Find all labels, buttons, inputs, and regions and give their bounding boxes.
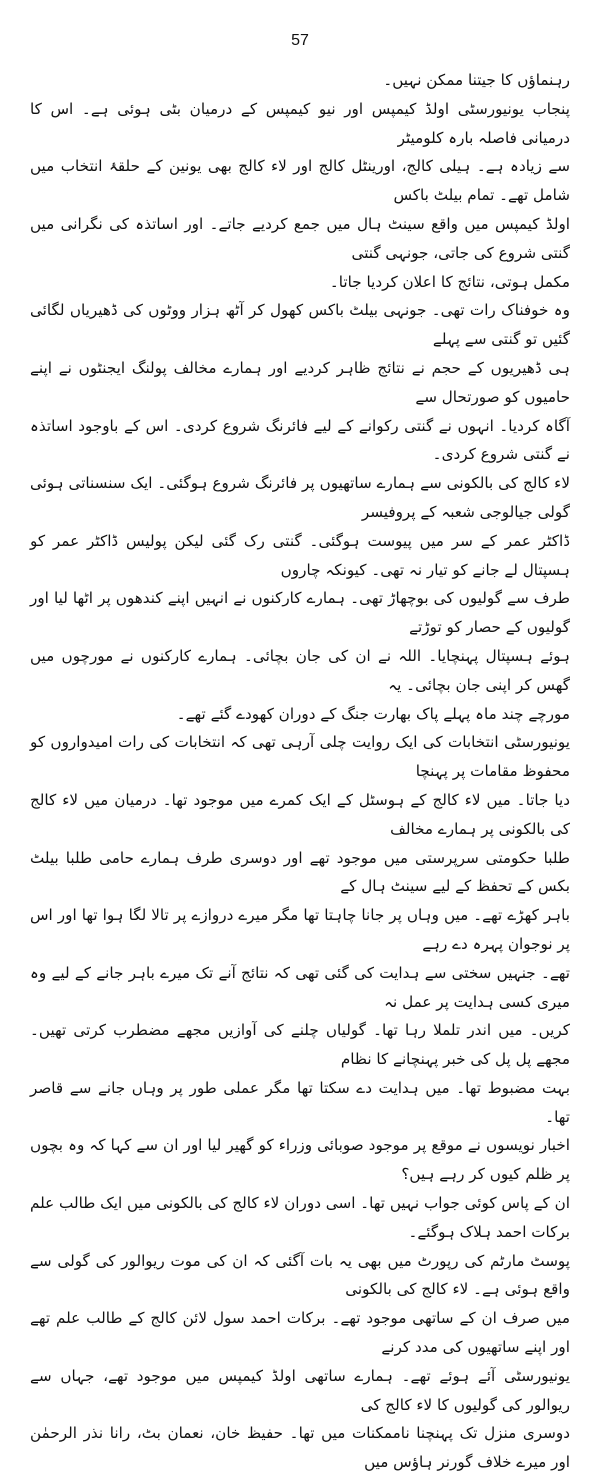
text-line: کریں۔ میں اندر تلملا رہا تھا۔ گولیاں چلنے کی آوازیں مجھے مضطرب کرتی تھیں۔ مجھے پل پل کی خبر پہنچانے کا نظام xyxy=(30,1021,570,1069)
text-line: مورچے چند ماہ پہلے پاک بھارت جنگ کے دوران کھودے گئے تھے۔ xyxy=(176,704,570,723)
text-line: سے زیادہ ہے۔ ہیلی کالج، اورینٹل کالج اور لاء کالج بھی یونین کے حلقۂ انتخاب میں شامل تھے۔ تمام بیلٹ باکس xyxy=(30,157,570,205)
text-line: ہی ڈھیریوں کے حجم نے نتائج ظاہر کردیے اور ہمارے مخالف پولنگ ایجنٹوں نے اپنے حامیوں کو صورتحال سے xyxy=(30,358,570,406)
text-line: بہت مضبوط تھا۔ میں ہدایت دے سکتا تھا مگر عملی طور پر وہاں جانے سے قاصر تھا۔ xyxy=(30,1078,570,1126)
text-line: اخبار نویسوں نے موقع پر موجود صوبائی وزراء کو گھیر لیا اور ان سے کہا کہ وہ بچوں پر ظلم کیوں کر رہے ہیں؟ xyxy=(30,1136,570,1184)
text-line: رہنماؤں کا جیتنا ممکن نہیں۔ xyxy=(383,71,570,89)
text-line: پوسٹ مارٹم کی رپورٹ میں بھی یہ بات آگئی کہ ان کی موت ریوالور کی گولی سے واقع ہوئی ہے۔ لاء کالج کی بالکونی xyxy=(30,1251,570,1299)
text-line: طرف سے گولیوں کی بوچھاڑ تھی۔ ہمارے کارکنوں نے انہیں اپنے کندھوں پر اٹھا لیا اور گولیوں کے حصار کو توڑتے xyxy=(30,589,570,637)
text-line: ڈاکٹر عمر کے سر میں پیوست ہوگئی۔ گنتی رک گئی لیکن پولیس ڈاکٹر عمر کو ہسپتال لے جانے کو تیار نہ تھی۔ کیونکہ چاروں xyxy=(30,531,570,579)
paragraph-1 xyxy=(30,66,570,95)
text-line: اولڈ کیمپس میں واقع سینٹ ہال میں جمع کردیے جاتے۔ اور اساتذہ کی نگرانی میں گنتی شروع کی جاتی، جونہی گنتی xyxy=(30,214,570,262)
text-line: یونیورسٹی آئے ہوئے تھے۔ ہمارے ساتھی اولڈ کیمپس میں موجود تھے، جہاں سے ریوالور کی گولیوں کا لاء کالج کی xyxy=(30,1366,570,1414)
text-line: وہ خوفناک رات تھی۔ جونہی بیلٹ باکس کھول کر آٹھ ہزار ووٹوں کی ڈھیریاں لگائی گئیں تو گنتی سے پہلے xyxy=(30,301,570,349)
text-line: میں صرف ان کے ساتھی موجود تھے۔ برکات احمد سول لائن کالج کے طالب علم تھے اور اپنے ساتھیوں کی مدد کرنے xyxy=(30,1309,570,1357)
text-line: طلبا حکومتی سرپرستی میں موجود تھے اور دوسری طرف ہمارے حامی طلبا بیلٹ بکس کے تحفظ کے لیے سینٹ ہال کے xyxy=(30,848,570,896)
text-line: ان کے پاس کوئی جواب نہیں تھا۔ اسی دوران لاء کالج کی بالکونی میں ایک طالب علم برکات احمد ہلاک ہوگئے۔ xyxy=(30,1194,570,1241)
text-line: آگاہ کردیا۔ انہوں نے گنتی رکوانے کے لیے فائرنگ شروع کردی۔ اس کے باوجود اساتذہ نے گنتی شروع کردی۔ xyxy=(30,416,570,464)
text-line: یونیورسٹی انتخابات کی ایک روایت چلی آرہی تھی کہ انتخابات کی رات امیدواروں کو محفوظ مقامات پر پہنچا xyxy=(30,733,570,781)
text-line: تھے۔ جنہیں سختی سے ہدایت کی گئی تھی کہ نتائج آنے تک میرے باہر جانے کے لیے وہ میری کسی ہدایت پر عمل نہ xyxy=(30,963,570,1011)
paragraph-5 xyxy=(30,1131,570,1477)
paragraph-4 xyxy=(30,728,570,1131)
text-line: دوسری منزل تک پہنچنا ناممکنات میں تھا۔ حفیظ خان، نعمان بٹ، رانا نذر الرحمٰن اور میرے خلاف گورنر ہاؤس میں xyxy=(30,1424,570,1472)
text-line: دیا جاتا۔ میں لاء کالج کے ہوسٹل کے ایک کمرے میں موجود تھا۔ درمیان میں لاء کالج کی بالکونی پر ہمارے مخالف xyxy=(30,790,570,838)
text-line: لاء کالج کی بالکونی سے ہمارے ساتھیوں پر فائرنگ شروع ہوگئی۔ ایک سنسناتی ہوئی گولی جیالوجی شعبہ کے پروفیسر xyxy=(30,474,570,521)
text-line: ہوئے ہسپتال پہنچایا۔ اللہ نے ان کی جان بچائی۔ ہمارے کارکنوں نے مورچوں میں گھس کر اپنی جان بچائی۔ یہ xyxy=(30,646,570,694)
text-line: مکمل ہوتی، نتائج کا اعلان کردیا جاتا۔ xyxy=(329,272,570,291)
text-line: باہر کھڑے تھے۔ میں وہاں پر جانا چاہتا تھا مگر میرے دروازے پر تالا لگا ہوا تھا اور اس پر نوجوان پہرہ دے رہے xyxy=(30,906,570,953)
text-line: پنجاب یونیورسٹی اولڈ کیمپس اور نیو کیمپس کے درمیان بٹی ہوئی ہے۔ اس کا درمیانی فاصلہ بارہ کلومیٹر xyxy=(30,99,570,147)
page-number: 57 xyxy=(291,32,309,49)
page-body-text xyxy=(30,66,570,1477)
paragraph-2 xyxy=(30,95,570,297)
paragraph-3 xyxy=(30,296,570,728)
